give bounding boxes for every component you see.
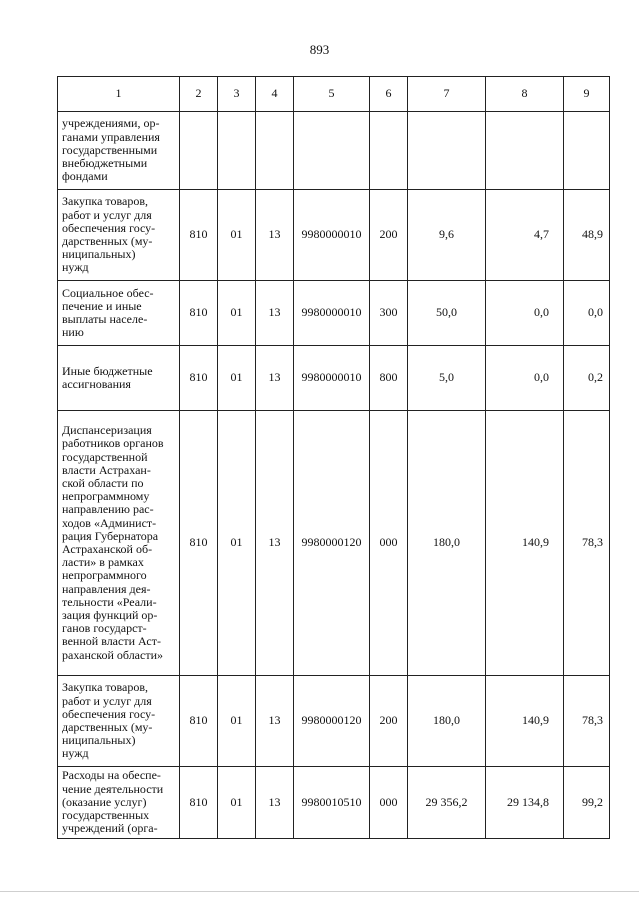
table-row xyxy=(58,767,610,839)
cell-subsection: 13 xyxy=(256,767,294,839)
cell-expense-type: 800 xyxy=(370,346,408,411)
row-description: Социальное обес- печение и иные выплаты населе- нию xyxy=(58,281,180,346)
cell-target-article: 9980000010 xyxy=(294,190,370,281)
cell-planned: 5,0 xyxy=(408,346,486,411)
cell-target-article: 9980000010 xyxy=(294,346,370,411)
cell-expense-type xyxy=(370,112,408,190)
cell-percent: 0,2 xyxy=(564,346,610,411)
cell-section: 01 xyxy=(218,767,256,839)
budget-table xyxy=(57,76,610,839)
cell-ministry xyxy=(180,112,218,190)
header-cell: 3 xyxy=(218,77,256,112)
cell-subsection: 13 xyxy=(256,281,294,346)
cell-expense-type: 200 xyxy=(370,190,408,281)
row-description: Расходы на обеспе- чение деятельности (оказание услуг) государственных учреждений (орга- xyxy=(58,767,180,839)
cell-percent: 99,2 xyxy=(564,767,610,839)
cell-subsection: 13 xyxy=(256,190,294,281)
cell-percent xyxy=(564,112,610,190)
cell-subsection xyxy=(256,112,294,190)
cell-expense-type: 300 xyxy=(370,281,408,346)
cell-executed: 140,9 xyxy=(486,411,564,676)
row-description: Иные бюджетные ассигнования xyxy=(58,346,180,411)
cell-ministry: 810 xyxy=(180,767,218,839)
cell-percent: 48,9 xyxy=(564,190,610,281)
header-cell: 8 xyxy=(486,77,564,112)
cell-section: 01 xyxy=(218,676,256,767)
cell-subsection: 13 xyxy=(256,676,294,767)
header-row xyxy=(58,77,610,112)
cell-executed: 4,7 xyxy=(486,190,564,281)
cell-section: 01 xyxy=(218,411,256,676)
cell-executed: 29 134,8 xyxy=(486,767,564,839)
header-cell: 1 xyxy=(58,77,180,112)
cell-ministry: 810 xyxy=(180,676,218,767)
table-row xyxy=(58,346,610,411)
cell-section: 01 xyxy=(218,190,256,281)
header-cell: 5 xyxy=(294,77,370,112)
cell-ministry: 810 xyxy=(180,346,218,411)
cell-planned: 50,0 xyxy=(408,281,486,346)
cell-expense-type: 000 xyxy=(370,411,408,676)
cell-planned: 9,6 xyxy=(408,190,486,281)
header-cell: 4 xyxy=(256,77,294,112)
cell-percent: 78,3 xyxy=(564,411,610,676)
cell-target-article: 9980010510 xyxy=(294,767,370,839)
cell-ministry: 810 xyxy=(180,411,218,676)
cell-target-article: 9980000120 xyxy=(294,676,370,767)
cell-percent: 78,3 xyxy=(564,676,610,767)
cell-section xyxy=(218,112,256,190)
table-row xyxy=(58,190,610,281)
header-cell: 7 xyxy=(408,77,486,112)
cell-planned: 180,0 xyxy=(408,411,486,676)
row-description: учреждениями, ор- ганами управления государственными внебюджетными фондами xyxy=(58,112,180,190)
cell-executed: 0,0 xyxy=(486,281,564,346)
cell-planned: 180,0 xyxy=(408,676,486,767)
cell-planned: 29 356,2 xyxy=(408,767,486,839)
cell-executed: 140,9 xyxy=(486,676,564,767)
cell-section: 01 xyxy=(218,281,256,346)
cell-executed: 0,0 xyxy=(486,346,564,411)
header-cell: 2 xyxy=(180,77,218,112)
table-row xyxy=(58,411,610,676)
row-description: Закупка товаров, работ и услуг для обеспечения госу- дарственных (му- ниципальных) нужд xyxy=(58,676,180,767)
table-row xyxy=(58,112,610,190)
page-number: 893 xyxy=(309,42,330,57)
page-bottom-divider xyxy=(0,891,639,892)
cell-expense-type: 200 xyxy=(370,676,408,767)
header-cell: 9 xyxy=(564,77,610,112)
cell-target-article: 9980000010 xyxy=(294,281,370,346)
cell-target-article: 9980000120 xyxy=(294,411,370,676)
cell-ministry: 810 xyxy=(180,190,218,281)
table-row xyxy=(58,281,610,346)
cell-planned xyxy=(408,112,486,190)
cell-subsection: 13 xyxy=(256,346,294,411)
row-description: Диспансеризация работников органов государственной власти Астрахан- ской области по непрограммному направлению рас- ходов «Админист- рация Губернатора Астраханской об- ласти» в рамках непрограммного направления дея- тельности «Реали- зация функций ор- ганов государст- венной власти Аст- раханской области» xyxy=(58,411,180,676)
header-cell: 6 xyxy=(370,77,408,112)
cell-subsection: 13 xyxy=(256,411,294,676)
table-row xyxy=(58,676,610,767)
cell-expense-type: 000 xyxy=(370,767,408,839)
cell-executed xyxy=(486,112,564,190)
cell-ministry: 810 xyxy=(180,281,218,346)
cell-section: 01 xyxy=(218,346,256,411)
cell-target-article xyxy=(294,112,370,190)
row-description: Закупка товаров, работ и услуг для обеспечения госу- дарственных (му- ниципальных) нужд xyxy=(58,190,180,281)
cell-percent: 0,0 xyxy=(564,281,610,346)
